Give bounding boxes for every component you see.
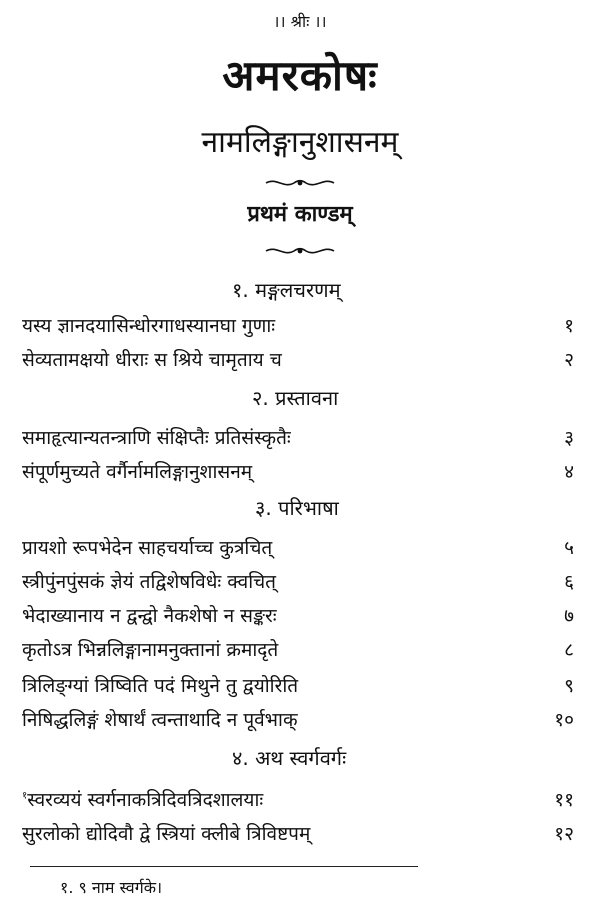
verse-number: ११ bbox=[554, 789, 574, 811]
verse-line bbox=[22, 636, 578, 666]
verse-number: ५ bbox=[564, 537, 574, 559]
page-subtitle: नामलिङ्गानुशासनम् bbox=[201, 125, 399, 160]
verse-number: ९ bbox=[564, 675, 574, 697]
verse-number: ७ bbox=[564, 605, 574, 627]
footnote-divider bbox=[30, 866, 418, 867]
verse-line bbox=[22, 534, 578, 564]
section-heading: १. मङ्गलचरणम् bbox=[232, 278, 341, 302]
verse-text: यस्य ज्ञानदयासिन्धोरगाधस्यानघा गुणाः bbox=[22, 315, 276, 337]
verse-number: ६ bbox=[564, 571, 574, 593]
verse-number: १२ bbox=[554, 823, 574, 845]
verse-text: प्रायशो रूपभेदेन साहचर्याच्च कुत्रचित् bbox=[22, 537, 273, 559]
verse-number: १ bbox=[564, 315, 574, 337]
verse-text: कृतोऽत्र भिन्नलिङ्गानामनुक्तानां क्रमादृते bbox=[22, 639, 279, 661]
verse-text: सेव्यतामक्षयो धीराः स श्रिये चामृताय च bbox=[22, 349, 282, 371]
verse-number: २ bbox=[564, 349, 574, 371]
verse-line bbox=[22, 312, 578, 342]
verse-text: समाहृत्यान्यतन्त्राणि संक्षिप्तैः प्रतिसंस्कृतैः bbox=[22, 427, 291, 449]
verse-line bbox=[22, 602, 578, 632]
verse-line bbox=[22, 458, 578, 488]
verse-text: त्रिलिङ्ग्यां त्रिष्विति पदं मिथुने तु द्वयोरिति bbox=[22, 675, 299, 697]
verse-line bbox=[22, 424, 578, 454]
verse-number: १० bbox=[554, 709, 574, 731]
section-heading: ३. परिभाषा bbox=[255, 496, 339, 520]
ornament-divider-icon bbox=[262, 176, 338, 190]
verse-line bbox=[22, 786, 578, 816]
section-heading: ४. अथ स्वर्गवर्गः bbox=[232, 746, 347, 770]
verse-text: सुरलोको द्योदिवौ द्वे स्त्रियां क्लीबे त्रिविष्टपम् bbox=[22, 823, 311, 845]
kanda-heading: प्रथमं काण्डम् bbox=[247, 202, 353, 227]
verse-number: ४ bbox=[564, 461, 574, 483]
verse-text: संपूर्णमुच्यते वर्गैर्नामलिङ्गानुशासनम् bbox=[22, 461, 253, 483]
page-title: अमरकोषः bbox=[222, 51, 378, 100]
verse-text-body: स्वरव्ययं स्वर्गनाकत्रिदिवत्रिदशालयाः bbox=[27, 789, 264, 811]
verse-number: ८ bbox=[564, 639, 574, 661]
verse-text bbox=[22, 786, 263, 812]
verse-text: स्त्रीपुंनपुंसकं ज्ञेयं तद्विशेषविधेः क्वचित् bbox=[22, 571, 277, 593]
verse-line bbox=[22, 672, 578, 702]
footnote: १. ९ नाम स्वर्गके। bbox=[60, 878, 163, 897]
verse-text: भेदाख्यानाय न द्वन्द्वो नैकशेषो न सङ्करः bbox=[22, 605, 277, 627]
verse-line bbox=[22, 568, 578, 598]
verse-number: ३ bbox=[564, 427, 574, 449]
ornament-divider-icon bbox=[262, 244, 338, 258]
verse-line bbox=[22, 706, 578, 736]
footnote-marker: १ bbox=[22, 790, 28, 802]
verse-line bbox=[22, 820, 578, 850]
verse-text: निषिद्धलिङ्गं शेषार्थं त्वन्ताथादि न पूर्वभाक् bbox=[22, 709, 298, 731]
invocation: ।। श्रीः ।। bbox=[273, 12, 327, 31]
verse-line bbox=[22, 346, 578, 376]
section-heading: २. प्रस्तावना bbox=[252, 386, 339, 410]
